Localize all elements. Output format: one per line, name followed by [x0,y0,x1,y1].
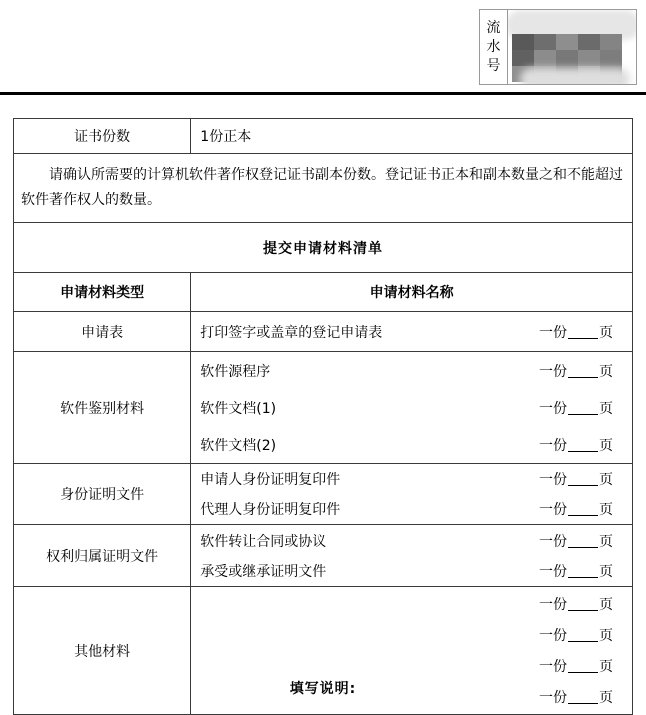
pages-blank-field[interactable] [568,338,598,339]
header-divider-rule [0,92,646,95]
certificate-copies-value: 1份正本 [191,119,633,154]
column-header-name: 申请材料名称 [191,273,633,312]
list-item [191,389,632,426]
copies-value: 一份 [539,363,567,380]
material-name: 申请人身份证明复印件 [200,472,341,488]
pages-unit: 页 [599,502,613,518]
pages-unit: 页 [599,437,613,454]
table-row-column-headers [14,273,633,312]
serial-label-char-3: 号 [486,57,501,74]
pages-blank-field[interactable] [568,485,598,486]
material-count [539,625,623,645]
copies-value: 一份 [539,628,567,644]
list-item [191,494,632,524]
page-header [0,0,646,94]
group-type-1: 申请表 [14,312,191,352]
serial-label-char-1: 流 [486,19,501,36]
copies-value: 一份 [539,533,567,550]
material-count [539,398,623,418]
list-item [191,426,632,463]
section-title: 提交申请材料清单 [14,223,633,273]
notice-text: 请确认所需要的计算机软件著作权登记证书副本份数。登记证书正本和副本数量之和不能超过软件著作权人的数量。 [14,154,633,223]
pages-blank-field[interactable] [568,672,598,673]
list-item [191,352,632,389]
column-header-type: 申请材料类型 [14,273,191,312]
table-row-certificate [14,119,633,154]
copies-value: 一份 [539,597,567,613]
copies-value: 一份 [539,563,567,580]
material-name: 软件文档(2) [200,437,277,454]
redaction-mosaic-icon [512,16,634,82]
pages-blank-field[interactable] [568,515,598,516]
table-row-group-2 [14,352,633,464]
group-type-3: 身份证明文件 [14,464,191,525]
serial-number-box [479,9,637,85]
material-name: 软件转让合同或协议 [200,533,327,550]
serial-number-label [480,10,508,84]
pages-blank-field[interactable] [568,414,598,415]
serial-label-char-2: 水 [486,38,501,55]
pages-unit: 页 [599,533,613,550]
material-name: 打印签字或盖章的登记申请表 [200,324,383,341]
certificate-copies-label: 证书份数 [14,119,191,154]
list-item [191,464,632,494]
material-count [539,594,623,614]
table-row-group-3 [14,464,633,525]
group-type-4: 权利归属证明文件 [14,525,191,587]
material-name: 软件文档(1) [200,400,277,417]
pages-unit: 页 [599,472,613,488]
pages-blank-field[interactable] [568,547,598,548]
pages-unit: 页 [599,324,613,341]
pages-unit: 页 [599,628,613,644]
pages-unit: 页 [599,690,613,706]
material-count [539,531,623,551]
material-count [539,322,623,342]
table-row-group-1 [14,312,633,352]
list-item [191,316,632,347]
material-count [539,469,623,489]
copies-value: 一份 [539,437,567,454]
material-name: 软件源程序 [200,363,271,380]
group-items-4 [191,525,633,587]
copies-value: 一份 [539,659,567,675]
group-items-2 [191,352,633,464]
group-items-3 [191,464,633,525]
table-row-section-title [14,223,633,273]
copies-value: 一份 [539,502,567,518]
list-item [191,651,632,682]
copies-value: 一份 [539,472,567,488]
pages-unit: 页 [599,400,613,417]
material-name: 承受或继承证明文件 [200,563,327,580]
application-materials-sheet [13,118,633,715]
table-row-notice [14,154,633,223]
list-item [191,556,632,586]
list-item [191,620,632,651]
group-type-5: 其他材料 [14,587,191,715]
material-count [539,561,623,581]
pages-unit: 页 [599,597,613,613]
pages-unit: 页 [599,563,613,580]
material-count [539,435,623,455]
pages-unit: 页 [599,363,613,380]
table-row-group-4 [14,525,633,587]
pages-blank-field[interactable] [568,451,598,452]
material-count [539,499,623,519]
pages-blank-field[interactable] [568,641,598,642]
pages-blank-field[interactable] [568,377,598,378]
pages-blank-field[interactable] [568,577,598,578]
fill-instructions-heading: 填写说明: [289,681,357,697]
list-item [191,526,632,556]
material-count [539,656,623,676]
material-count [539,361,623,381]
group-items-1 [191,312,633,352]
pages-blank-field[interactable] [568,610,598,611]
list-item [191,589,632,620]
copies-value: 一份 [539,324,567,341]
copies-value: 一份 [539,690,567,706]
material-name: 代理人身份证明复印件 [200,502,341,518]
group-type-2: 软件鉴别材料 [14,352,191,464]
materials-table [13,118,633,715]
serial-number-value [508,10,636,84]
pages-unit: 页 [599,659,613,675]
copies-value: 一份 [539,400,567,417]
